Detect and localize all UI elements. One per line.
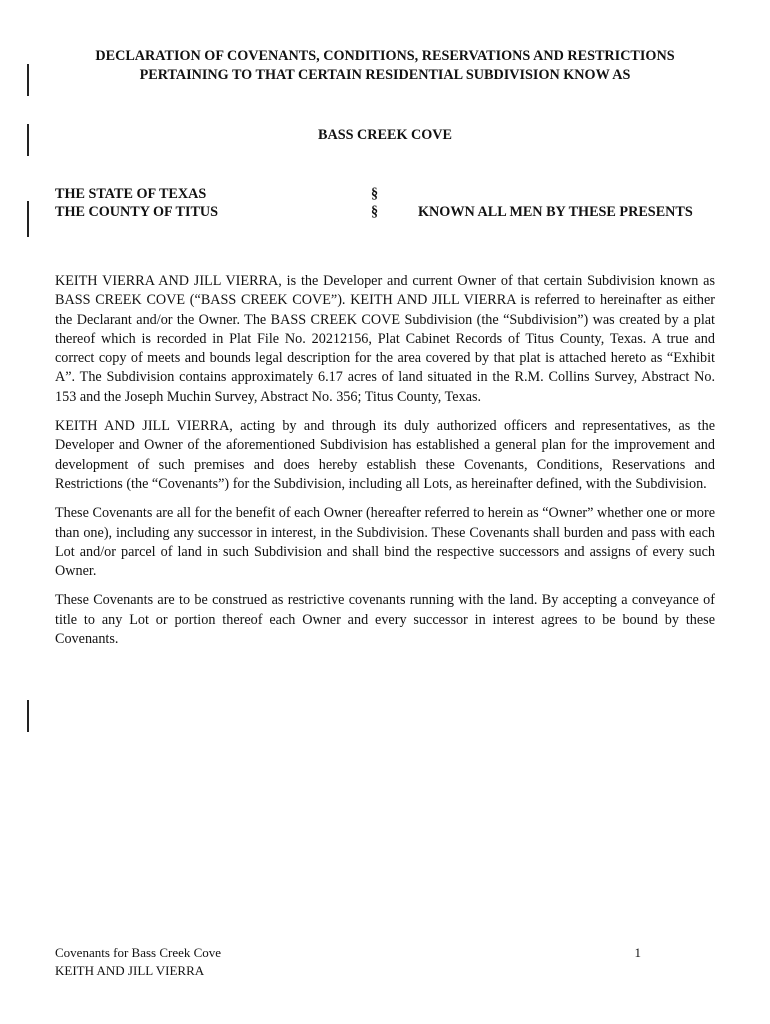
- revision-bar: [27, 64, 29, 96]
- page-number: 1: [634, 945, 641, 960]
- footer-document-name: Covenants for Bass Creek Cove: [55, 945, 222, 960]
- page-footer: [55, 944, 715, 980]
- subdivision-name: BASS CREEK COVE: [317, 127, 453, 143]
- section-mark: §: [371, 186, 379, 202]
- paragraph: KEITH AND JILL VIERRA, acting by and through its duly authorized officers and representatives, as the Developer and Owner of the aforementioned Subdivision has established a general plan for the improvement and development of such premises and does hereby establish these Covenants, Conditions, Reservations and Restrictions (the “Covenants”) for the Subdivision, including all Lots, as hereinafter defined, with the Subdivision.: [55, 418, 715, 492]
- paragraph: These Covenants are all for the benefit of each Owner (hereafter referred to herein as “Owner” whether one or more than one), including any successor in interest, in the Subdivision. These Covenants shall burden and pass with each Lot and/or parcel of land in such Subdivision and shall bind the respective successors and assigns of every such Owner.: [55, 505, 715, 580]
- venue-county: THE COUNTY OF TITUS: [55, 204, 219, 220]
- paragraph: KEITH VIERRA AND JILL VIERRA, is the Developer and current Owner of that certain Subdivision known as BASS CREEK COVE (“BASS CREEK COVE”). KEITH AND JILL VIERRA is referred to hereinafter as either the Declarant and/or the Owner. The BASS CREEK COVE Subdivision (the “Subdivision”) was created by a plat thereof which is recorded in Plat File No. 20212156, Plat Cabinet Records of Titus County, Texas. A true and correct copy of meets and bounds legal description for the area covered by that plat is attached hereto as “Exhibit A”. The Subdivision contains approximately 6.17 acres of land situated in the R.M. Collins Survey, Abstract No. 153 and the Joseph Muchin Survey, Abstract No. 356; Titus County, Texas.: [55, 273, 715, 405]
- venue-row-state: [55, 185, 720, 203]
- document-title-line-1: DECLARATION OF COVENANTS, CONDITIONS, RESERVATIONS AND RESTRICTIONS: [95, 48, 675, 64]
- venue-row-county: [55, 203, 720, 221]
- venue-block: [55, 185, 720, 221]
- section-mark: §: [371, 204, 379, 220]
- known-all-men: KNOWN ALL MEN BY THESE PRESENTS: [418, 204, 693, 220]
- document-title-line-2: PERTAINING TO THAT CERTAIN RESIDENTIAL SUBDIVISION KNOW AS: [139, 67, 631, 83]
- revision-bar: [27, 124, 29, 156]
- venue-state: THE STATE OF TEXAS: [55, 186, 207, 202]
- revision-bar: [27, 700, 29, 732]
- revision-bar: [27, 201, 29, 237]
- footer-owner-name: KEITH AND JILL VIERRA: [55, 963, 205, 978]
- paragraph: These Covenants are to be construed as restrictive covenants running with the land. By accepting a conveyance of title to any Lot or portion thereof each Owner and every successor in interest agrees to be bound by these Covenants.: [55, 592, 715, 648]
- document-title: [40, 47, 730, 85]
- body-text: [55, 272, 715, 659]
